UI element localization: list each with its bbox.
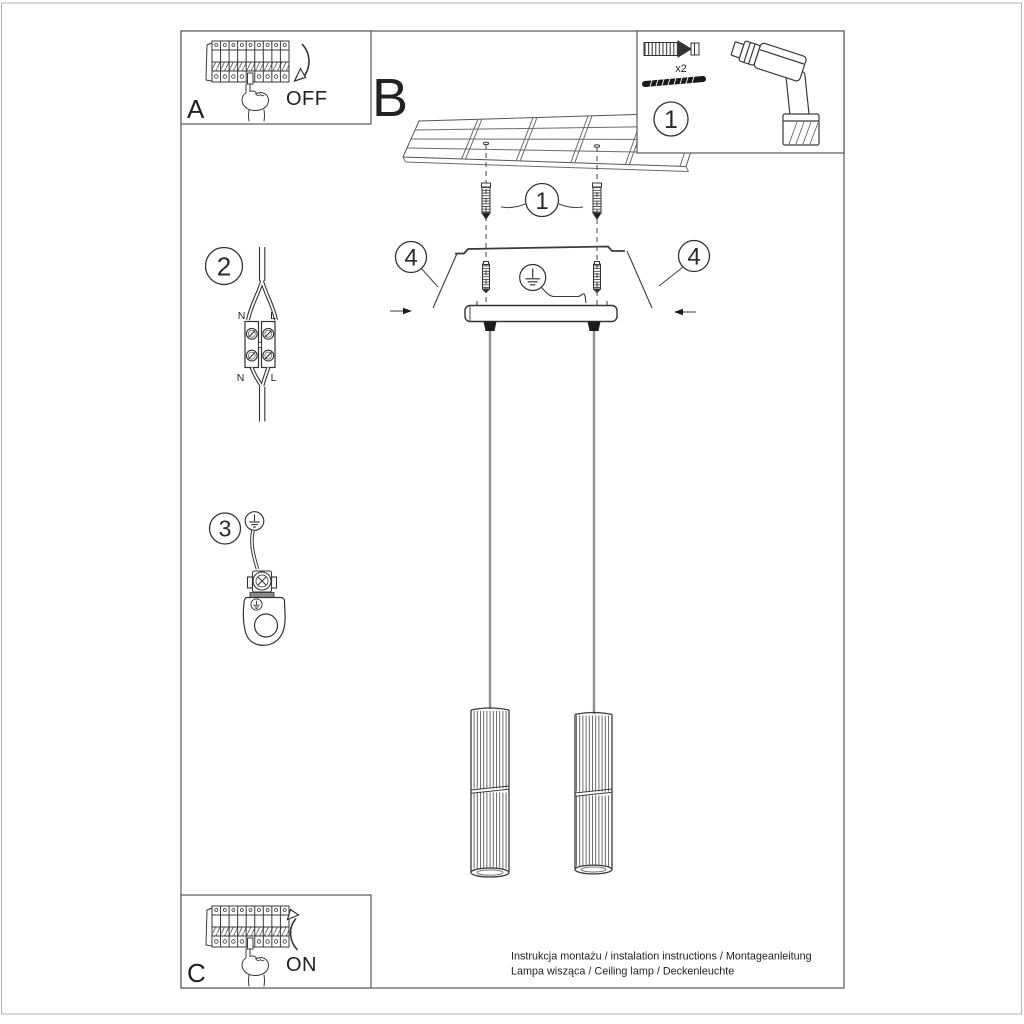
parts-callout-1 <box>654 102 688 136</box>
wall-anchor-left <box>482 183 491 219</box>
canopy-callout-number-right: 4 <box>687 243 701 271</box>
parts-callout-number: 1 <box>664 106 678 134</box>
align-arrow-right <box>674 309 696 315</box>
cable-grip-left <box>484 322 497 332</box>
footer-line2: Lampa wisząca / Ceiling lamp / Deckenleuchte <box>511 965 735 978</box>
ground-terminal-diagram <box>210 512 286 646</box>
wire-label-n-top: N <box>237 310 246 322</box>
anchor-callout-1 <box>501 184 583 217</box>
quantity-label: x2 <box>675 63 687 75</box>
step-a-label: A <box>187 94 205 124</box>
canopy-callout-number-left: 4 <box>404 244 418 272</box>
step-b-label: B <box>372 68 409 128</box>
step-c-box <box>181 895 371 988</box>
canopy-callout-left <box>396 242 439 288</box>
wiring-diagram <box>206 247 277 422</box>
step-c-label: C <box>187 958 206 988</box>
wall-anchor-right <box>593 183 602 219</box>
ground-symbol <box>520 265 546 291</box>
step-a-box <box>181 31 371 124</box>
bracket-hole <box>255 614 278 637</box>
ground-symbol-small <box>245 512 264 531</box>
wire-label-l-bottom: L <box>270 372 277 384</box>
canopy-callout-right <box>659 241 710 287</box>
align-arrow-left <box>390 308 412 314</box>
off-label: OFF <box>286 88 328 110</box>
wire-label-n-bottom: N <box>236 372 245 384</box>
anchor-callout-number: 1 <box>535 188 549 215</box>
on-label: ON <box>286 954 317 976</box>
footer-line1: Instrukcja montażu / instalation instructions / Montageanleitung <box>511 950 812 963</box>
mounting-bar <box>465 301 617 331</box>
wire-label-l-top: L <box>270 310 276 322</box>
wall-anchor-icon <box>644 41 699 57</box>
footer <box>511 951 812 978</box>
pendant-lamp-right <box>575 713 612 874</box>
content-frame <box>181 31 844 988</box>
ground-callout-number: 3 <box>218 515 232 542</box>
wiring-callout-number: 2 <box>216 251 232 282</box>
pendant-lamp-left <box>471 708 509 877</box>
cable-grip-right <box>588 322 601 332</box>
parts-box <box>637 31 844 153</box>
